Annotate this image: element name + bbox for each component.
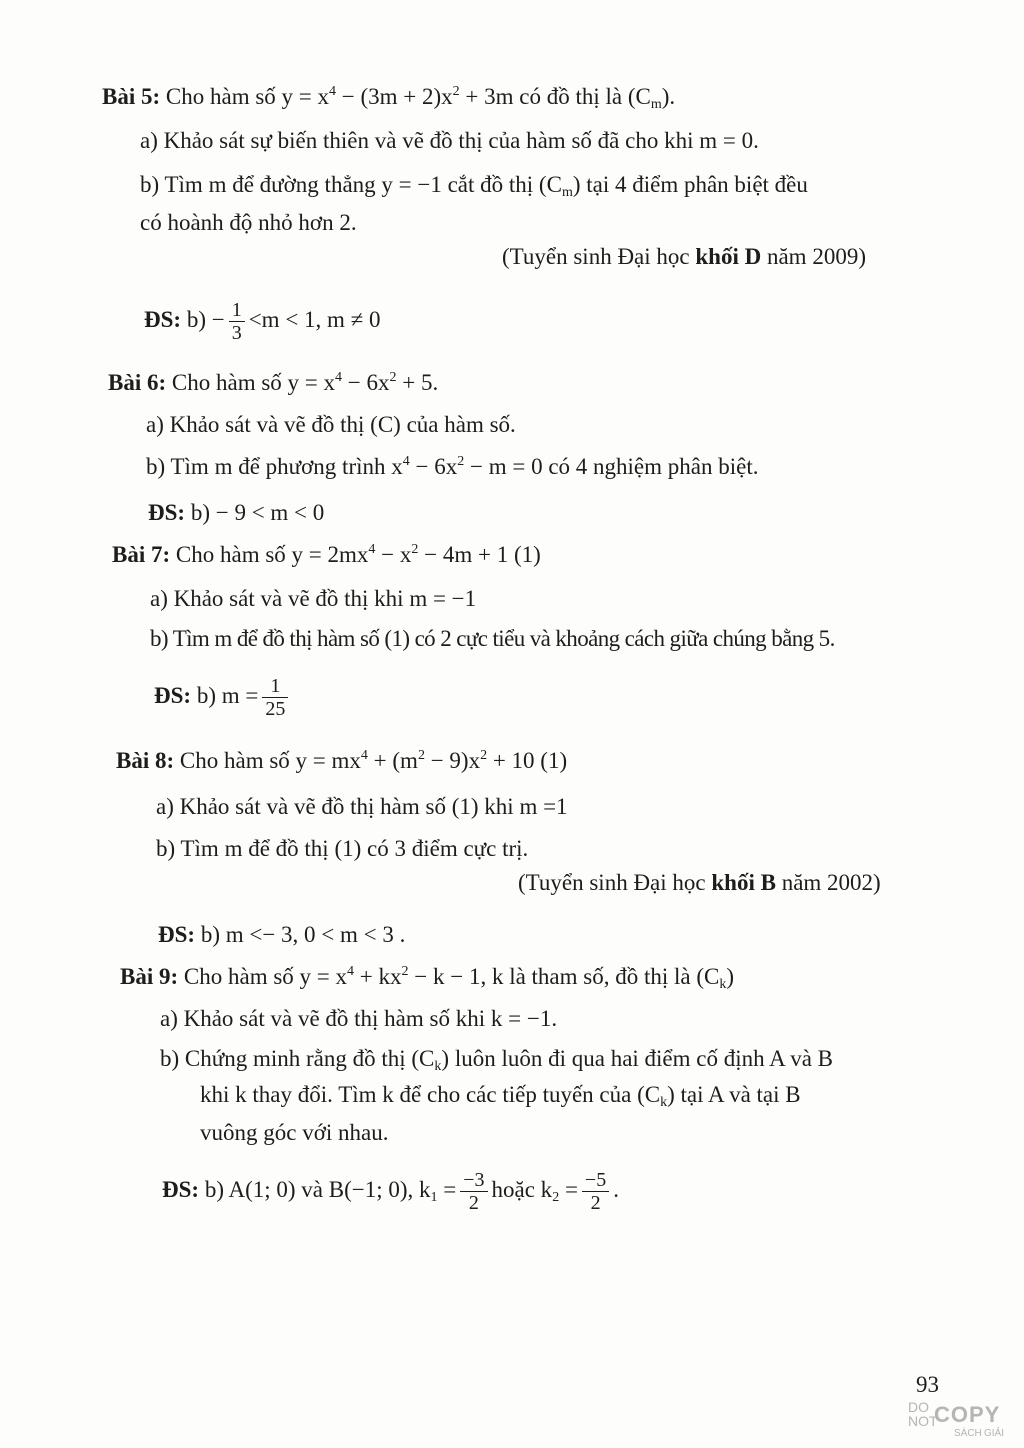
bai8-statement: Bài 8: Cho hàm số $y = mx^4 + (m^2 - 9)x^2 + 10$ (1) [116, 748, 568, 773]
bai9-answer: ĐS: b) A(1; 0) và B(−1; 0), $k_1$ = $\frac{-3}{2}$ hoặc $k_2$ = $\frac{-5}{2}$ . [162, 1169, 619, 1215]
bai9-part-b-cont2: vuông góc với nhau. [200, 1120, 389, 1145]
bai7-label: Bài 7: [112, 542, 171, 567]
bai6-statement: Bài 6: Cho hàm số $y = x^4 - 6x^2 + 5$. [108, 370, 439, 395]
bai5-statement: Bài 5: Cho hàm số $y = x^4 - (3m + 2)x^2 + 3m$ có đồ thị là $(C_m)$. [102, 84, 676, 112]
bai5-source: (Tuyển sinh Đại học khối D năm 2009) [502, 244, 866, 269]
bai8-answer: ĐS: b) m <− 3, 0 < m < 3 . [158, 922, 406, 947]
answer-label: ĐS: [148, 500, 186, 525]
bai7-part-b: b) Tìm m để đồ thị hàm số (1) có 2 cực tiểu và khoảng cách giữa chúng bằng 5. [150, 626, 835, 651]
bai5-part-b: b) Tìm m để đường thẳng y = −1 cắt đồ thị $(C_m)$ tại 4 điểm phân biệt đều [140, 172, 808, 200]
bai6-label: Bài 6: [108, 370, 167, 395]
answer-label: ĐS: [144, 307, 182, 332]
fraction: $\frac{1}{25}$ [262, 675, 288, 720]
answer-label: ĐS: [158, 922, 196, 947]
bai8-label: Bài 8: [116, 748, 175, 773]
bai7-answer: ĐS: b) m = $\frac{1}{25}$ [154, 668, 292, 724]
fraction: $\frac{-3}{2}$ [460, 1169, 487, 1214]
bai5-label: Bài 5: [102, 84, 161, 109]
bai8-part-b: b) Tìm m để đồ thị (1) có 3 điểm cực trị. [156, 836, 529, 861]
fraction: $\frac{1}{3}$ [229, 299, 245, 344]
bai8-source: (Tuyển sinh Đại học khối B năm 2002) [518, 870, 881, 895]
bai6-part-a: a) Khảo sát và vẽ đồ thị (C) của hàm số. [146, 412, 516, 437]
bai9-part-b-cont: khi k thay đổi. Tìm k để cho các tiếp tuyến của $(C_k)$ tại A và tại B [200, 1082, 801, 1110]
bai9-part-b: b) Chứng minh rằng đồ thị $(C_k)$ luôn luôn đi qua hai điểm cố định A và B [160, 1046, 834, 1074]
bai9-part-a: a) Khảo sát và vẽ đồ thị hàm số khi k = −1. [160, 1006, 558, 1031]
answer-label: ĐS: [162, 1177, 200, 1202]
bai5-answer: ĐS: b) − $\frac{1}{3}$ <m < 1, m ≠ 0 [144, 299, 381, 345]
bai7-part-a: a) Khảo sát và vẽ đồ thị khi m = −1 [150, 586, 477, 611]
page-number: 93 [916, 1372, 939, 1397]
bai6-part-b: b) Tìm m để phương trình $x^4 - 6x^2 - m = 0$ có 4 nghiệm phân biệt. [146, 454, 759, 479]
bai9-label: Bài 9: [120, 964, 179, 989]
do-not-copy-watermark-logo: DO NOT COPY SÁCH GIẢI [908, 1399, 1005, 1439]
bai6-answer: ĐS: b) − 9 < m < 0 [148, 500, 325, 525]
fraction: $\frac{-5}{2}$ [582, 1169, 609, 1214]
bai9-statement: Bài 9: Cho hàm số $y = x^4 + kx^2 - k - 1$, k là tham số, đồ thị là $(C_k)$ [120, 964, 735, 992]
bai7-statement: Bài 7: Cho hàm số $y = 2mx^4 - x^2 - 4m + 1$ (1) [112, 542, 541, 567]
bai5-part-b-cont: có hoành độ nhỏ hơn 2. [140, 210, 357, 235]
answer-label: ĐS: [154, 683, 192, 708]
bai8-part-a: a) Khảo sát và vẽ đồ thị hàm số (1) khi m =1 [156, 794, 568, 819]
bai5-part-a: a) Khảo sát sự biến thiên và vẽ đồ thị của hàm số đã cho khi m = 0. [140, 128, 759, 153]
